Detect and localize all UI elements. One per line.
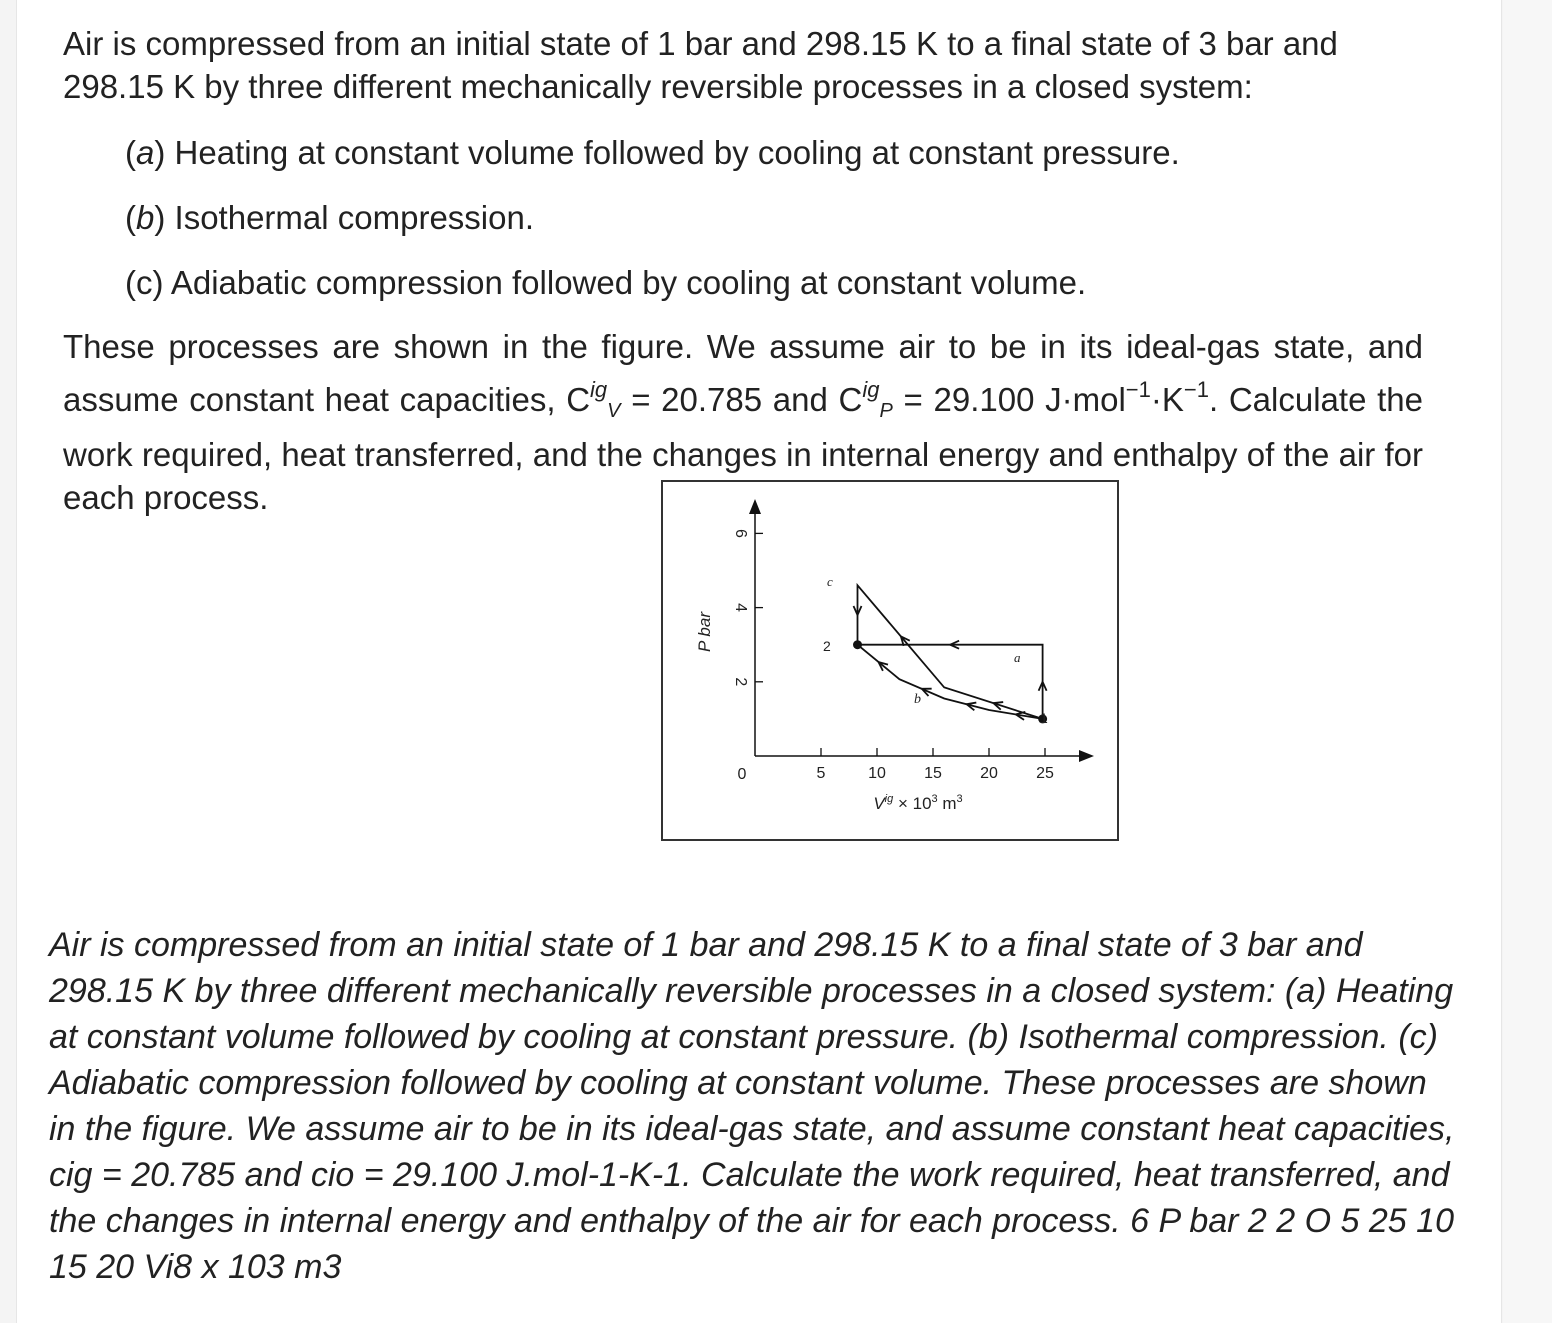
process-text-b: Isothermal compression.	[174, 199, 535, 236]
cp-superscript: ig	[862, 377, 880, 402]
pv-diagram	[663, 482, 1117, 839]
x-label-unit-exp: 3	[956, 793, 963, 805]
transcript-text: Air is compressed from an initial state of 1 bar and 298.15 K to a final state of 3 bar and 298.15 K by three different mechanically reversible processes in a closed system: (a) Heating at constant volume followed by cooling at constant pressure. (b) Isothermal compression. (c) Adiabatic compression followed by cooling at constant volume. These processes are shown in the figure. We assume air to be in its ideal-gas state, and assume constant heat capacities, cig = 20.785 and cio = 29.100 J.mol-1-K-1. Calculate the work required, heat transferred, and the changes in internal energy and enthalpy of the air for each process. 6 P bar 2 2 O 5 25 10 15 20 Vi8 x 103 m3	[49, 926, 1455, 1286]
right-margin	[1503, 0, 1552, 1323]
content-card	[16, 0, 1502, 1323]
x-tick-label-15: 15	[924, 765, 942, 782]
point-label-1: 1	[1040, 710, 1048, 726]
process-label-a: a	[136, 134, 155, 171]
unit-middle: ·K	[1150, 381, 1184, 418]
y-tick-label-6: 6	[732, 528, 749, 538]
unit-exponent-1: −1	[1125, 377, 1151, 402]
question-text: . Calculate the work required, heat transferred, and the changes in internal energy and enthalpy of the air for each process.	[63, 381, 1423, 516]
x-tick-label-20: 20	[980, 765, 998, 782]
process-item-c: (c) Adiabatic compression followed by cooling at constant volume.	[125, 264, 1087, 301]
state-point-2	[853, 640, 862, 649]
y-ticks	[732, 529, 763, 783]
point-label-2: 2	[823, 638, 831, 654]
cv-superscript: ig	[590, 377, 608, 402]
problem-intro: Air is compressed from an initial state of 1 bar and 298.15 K to a final state of 3 bar and 298.15 K by three different mechanically reversible processes in a closed system:	[63, 25, 1338, 105]
process-item-a: (a) Heating at constant volume followed by cooling at constant pressure.	[125, 134, 1180, 171]
x-tick-label-10: 10	[868, 765, 886, 782]
x-ticks	[817, 748, 1054, 782]
y-tick-label-2: 2	[732, 677, 749, 687]
x-label-rest: × 10	[893, 794, 932, 813]
x-label-exp: 3	[931, 793, 938, 805]
process-list	[125, 130, 1423, 305]
x-tick-label-5: 5	[816, 765, 826, 782]
process-label-b: b	[136, 199, 155, 236]
cv-symbol: C	[566, 381, 591, 418]
text-transcript	[49, 922, 1459, 1290]
curve-label-b: b	[914, 692, 921, 707]
y-axis-label: P bar	[695, 611, 714, 653]
cp-symbol: C	[838, 381, 863, 418]
cv-subscript: V	[607, 400, 621, 422]
y-tick-label-0: 0	[737, 766, 747, 783]
x-label-unit: m	[937, 794, 957, 813]
pv-diagram-figure	[661, 480, 1119, 841]
x-axis-label	[873, 793, 962, 813]
x-label-sup: ig	[884, 793, 894, 805]
process-text-c: Adiabatic compression followed by cooling at constant volume.	[170, 264, 1087, 301]
curve-label-a: a	[1014, 650, 1021, 665]
cp-subscript: P	[879, 400, 893, 422]
cv-value: = 20.785 and	[620, 381, 839, 418]
x-label-main: V	[873, 794, 885, 813]
process-text-a: Heating at constant volume followed by cooling at constant pressure.	[174, 134, 1180, 171]
cp-value: = 29.100 J·mol	[892, 381, 1126, 418]
curve-label-c: c	[827, 574, 833, 589]
process-label-c: c	[136, 264, 153, 301]
unit-exponent-2: −1	[1183, 377, 1209, 402]
problem-statement	[63, 22, 1423, 519]
y-tick-label-4: 4	[732, 603, 749, 613]
x-tick-label-25: 25	[1036, 765, 1054, 782]
assumptions-text: These processes are shown in the figure. We assume air to be in its ideal-gas state, and assume constant heat capacities,	[63, 328, 1423, 418]
process-item-b: (b) Isothermal compression.	[125, 199, 535, 236]
